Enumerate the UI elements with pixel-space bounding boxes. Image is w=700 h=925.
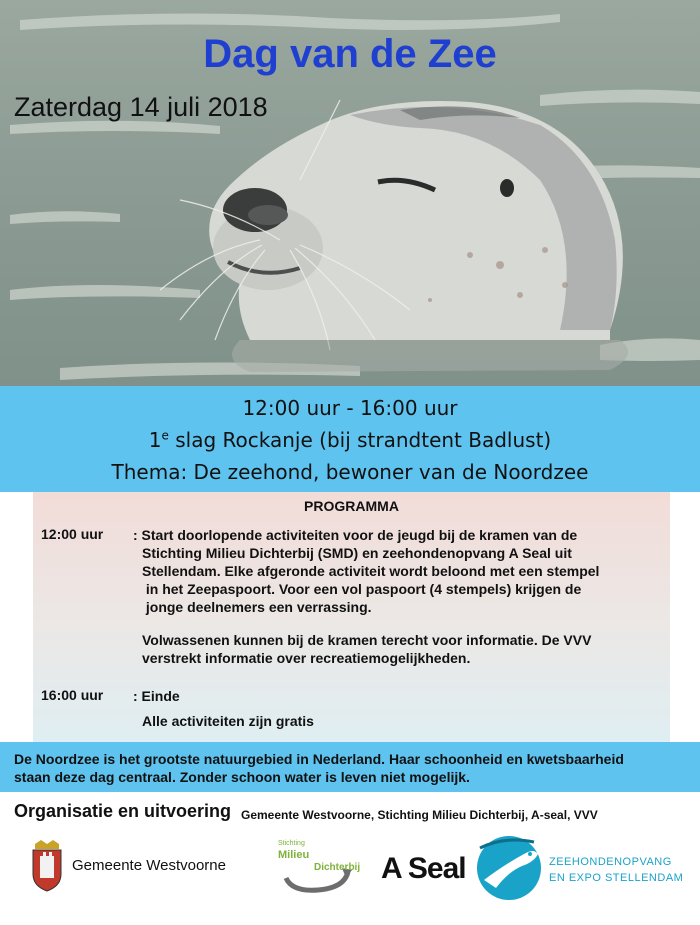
hero-photo (0, 0, 700, 386)
programma-row-description: : Einde (133, 688, 180, 704)
organisation-label: Organisatie en uitvoering (14, 801, 232, 821)
programma-row-extra: Alle activiteiten zijn gratis (142, 713, 314, 729)
programma-line: verstrekt informatie over recreatiemogelijkheden. (142, 650, 471, 666)
location-superscript: e (161, 428, 169, 443)
notice-band (0, 742, 700, 792)
smd-small-text: Stichting (278, 840, 305, 847)
aseal-line1: ZEEHONDENOPVANG (549, 856, 672, 868)
notice-line: De Noordzee is het grootste natuurgebied in Nederland. Haar schoonheid en kwetsbaarheid (14, 751, 624, 767)
event-theme: Thema: De zeehond, bewoner van de Noordzee (111, 460, 589, 484)
organisation-list: Gemeente Westvoorne, Stichting Milieu Dichterbij, A-seal, VVV (241, 808, 598, 822)
coat-of-arms-icon (30, 840, 64, 892)
location-number: 1 (148, 428, 162, 452)
event-info-band (0, 386, 700, 492)
notice-line: staan deze dag centraal. Zonder schoon water is leven niet mogelijk. (14, 769, 470, 785)
programma-line: jonge deelnemers een verrassing. (142, 599, 372, 615)
aseal-wordmark: A Seal (381, 852, 466, 885)
programma-panel (33, 492, 670, 742)
location-text: slag Rockanje (bij strandtent Badlust) (168, 428, 552, 452)
programma-line: Stellendam. Elke afgeronde activiteit wordt beloond met een stempel (142, 563, 600, 579)
notice-text (14, 750, 694, 786)
programma-row-description (133, 526, 599, 616)
event-time: 12:00 uur - 16:00 uur (242, 396, 458, 420)
aseal-seal-icon (474, 832, 544, 902)
event-title: Dag van de Zee (203, 32, 497, 76)
event-date: Zaterdag 14 juli 2018 (14, 92, 268, 122)
programma-row-extra (142, 631, 591, 667)
smd-dichterbij-text: Dichterbij (314, 862, 361, 873)
seal-shape (160, 100, 623, 350)
aseal-line2: EN EXPO STELLENDAM (549, 872, 684, 884)
event-location (0, 428, 700, 452)
logo-westvoorne (30, 840, 260, 892)
programma-line: in het Zeepaspoort. Voor een vol paspoort (4 stempels) krijgen de (142, 581, 582, 597)
programma-line: : Start doorlopende activiteiten voor de jeugd bij de kramen van de (133, 527, 578, 543)
logo-aseal-emblem (474, 832, 544, 902)
programma-line: Stichting Milieu Dichterbij (SMD) en zeehondenopvang A Seal uit (142, 545, 572, 561)
programma-row-time: 16:00 uur (41, 687, 104, 703)
smd-milieu-text: Milieu (278, 849, 310, 861)
logo-smd (272, 838, 364, 896)
programma-title: PROGRAMMA (304, 498, 399, 514)
programma-row-time: 12:00 uur (41, 526, 104, 542)
westvoorne-text: Gemeente Westvoorne (72, 857, 226, 874)
programma-line: Volwassenen kunnen bij de kramen terecht voor informatie. De VVV (142, 632, 592, 648)
